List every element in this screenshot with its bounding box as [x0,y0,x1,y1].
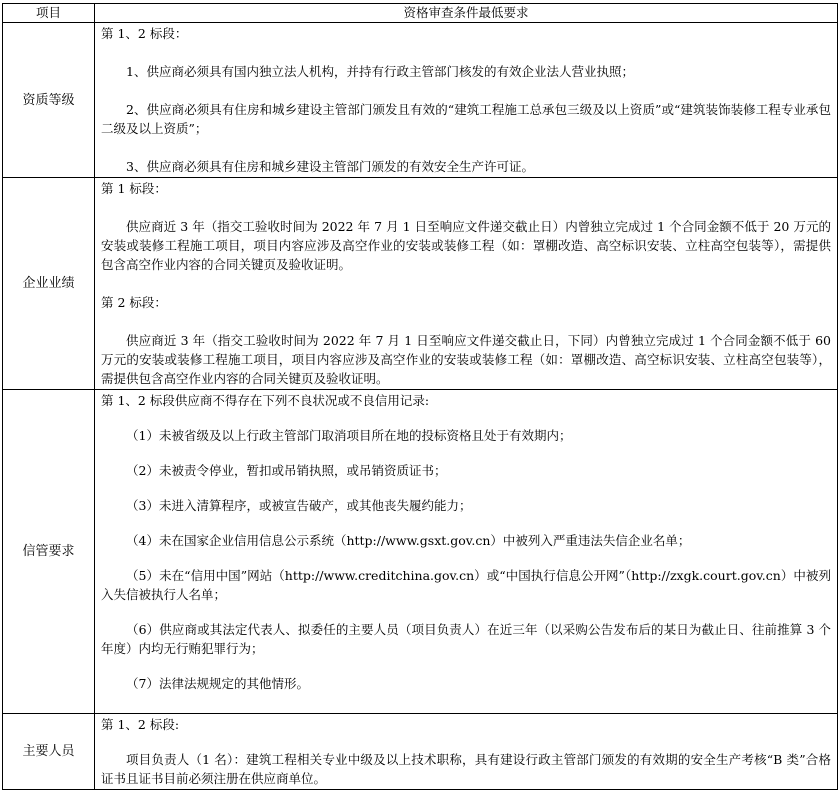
qualification-item-2: 2、供应商必须具有住房和城乡建设主管部门颁发且有效的“建筑工程施工总承包三级及以上资质”或“建筑装饰装修工程专业承包二级及以上资质”； [101,102,831,136]
performance-section2-title: 第 2 标段： [101,295,167,310]
credit-intro: 第 1、2 标段供应商不得存在下列不良状况或不良信用记录: [101,393,430,408]
performance-section2-text: 供应商近 3 年（指交工验收时间为 2022 年 7 月 1 日至响应文件递交截止日，下同）内曾独立完成过 1 个合同金额不低于 60 万元的安装或装修工程施工项目，项目内容应涉及高空作业的安装或装修工程（如：罩棚改造、高空标识安装、立柱高空包装等），需提供包含高空作业内容的合同关键页及验收证明。 [101,333,831,386]
row-label-personnel: 主要人员 [3,714,95,790]
credit-item-2: （2）未被责令停业，暂扣或吊销执照，或吊销资质证书； [126,463,447,478]
table-header-row [3,4,838,23]
credit-item-7: （7）法律法规规定的其他情形。 [126,676,309,691]
credit-item-4: （4）未在国家企业信用信息公示系统（http://www.gsxt.gov.cn）中被列入严重违法失信企业名单； [126,533,691,548]
table-row [3,178,838,390]
personnel-intro: 第 1、2 标段: [101,717,180,732]
table-row [3,714,838,790]
credit-item-5: （5）未在“信用中国”网站（http://www.creditchina.gov.cn）或“中国执行信息公开网”（http://zxgk.court.gov.cn）中被列入失信被执行人名单； [101,568,831,602]
performance-section1-text: 供应商近 3 年（指交工验收时间为 2022 年 7 月 1 日至响应文件递交截止日）内曾独立完成过 1 个合同金额不低于 20 万元的安装或装修工程施工项目，项目内容应涉及高空作业的安装或装修工程（如：罩棚改造、高空标识安装、立柱高空包装等），需提供包含高空作业内容的合同关键页及验收证明。 [101,219,831,272]
personnel-text: 项目负责人（1 名）：建筑工程相关专业中级及以上技术职称，具有建设行政主管部门颁发的有效期的安全生产考核“B 类”合格证书且证书目前必须注册在供应商单位。 [101,752,831,786]
qualification-intro: 第 1、2 标段： [101,26,188,41]
qualification-item-1: 1、供应商必须具有国内独立法人机构，并持有行政主管部门核发的有效企业法人营业执照； [126,64,634,79]
qualification-item-3: 3、供应商必须具有住房和城乡建设主管部门颁发的有效安全生产许可证。 [126,159,534,174]
header-requirement: 资格审查条件最低要求 [95,4,838,23]
row-content-personnel [95,714,838,790]
credit-item-6: （6）供应商或其法定代表人、拟委任的主要人员（项目负责人）在近三年（以采购公告发布后的某日为截止日、往前推算 3 个年度）内均无行贿犯罪行为； [101,622,831,656]
row-content-credit [95,390,838,714]
row-label-credit: 信管要求 [3,390,95,714]
performance-section1-title: 第 1 标段： [101,181,167,196]
credit-item-3: （3）未进入清算程序，或被宣告破产，或其他丧失履约能力； [126,498,472,513]
row-content-performance [95,178,838,390]
row-label-performance: 企业业绩 [3,178,95,390]
row-content-qualification [95,23,838,178]
row-label-qualification: 资质等级 [3,23,95,178]
header-item: 项目 [3,4,95,23]
table-row [3,23,838,178]
credit-item-1: （1）未被省级及以上行政主管部门取消项目所在地的投标资格且处于有效期内； [126,428,572,443]
qualification-table [2,3,838,790]
table-row [3,390,838,714]
